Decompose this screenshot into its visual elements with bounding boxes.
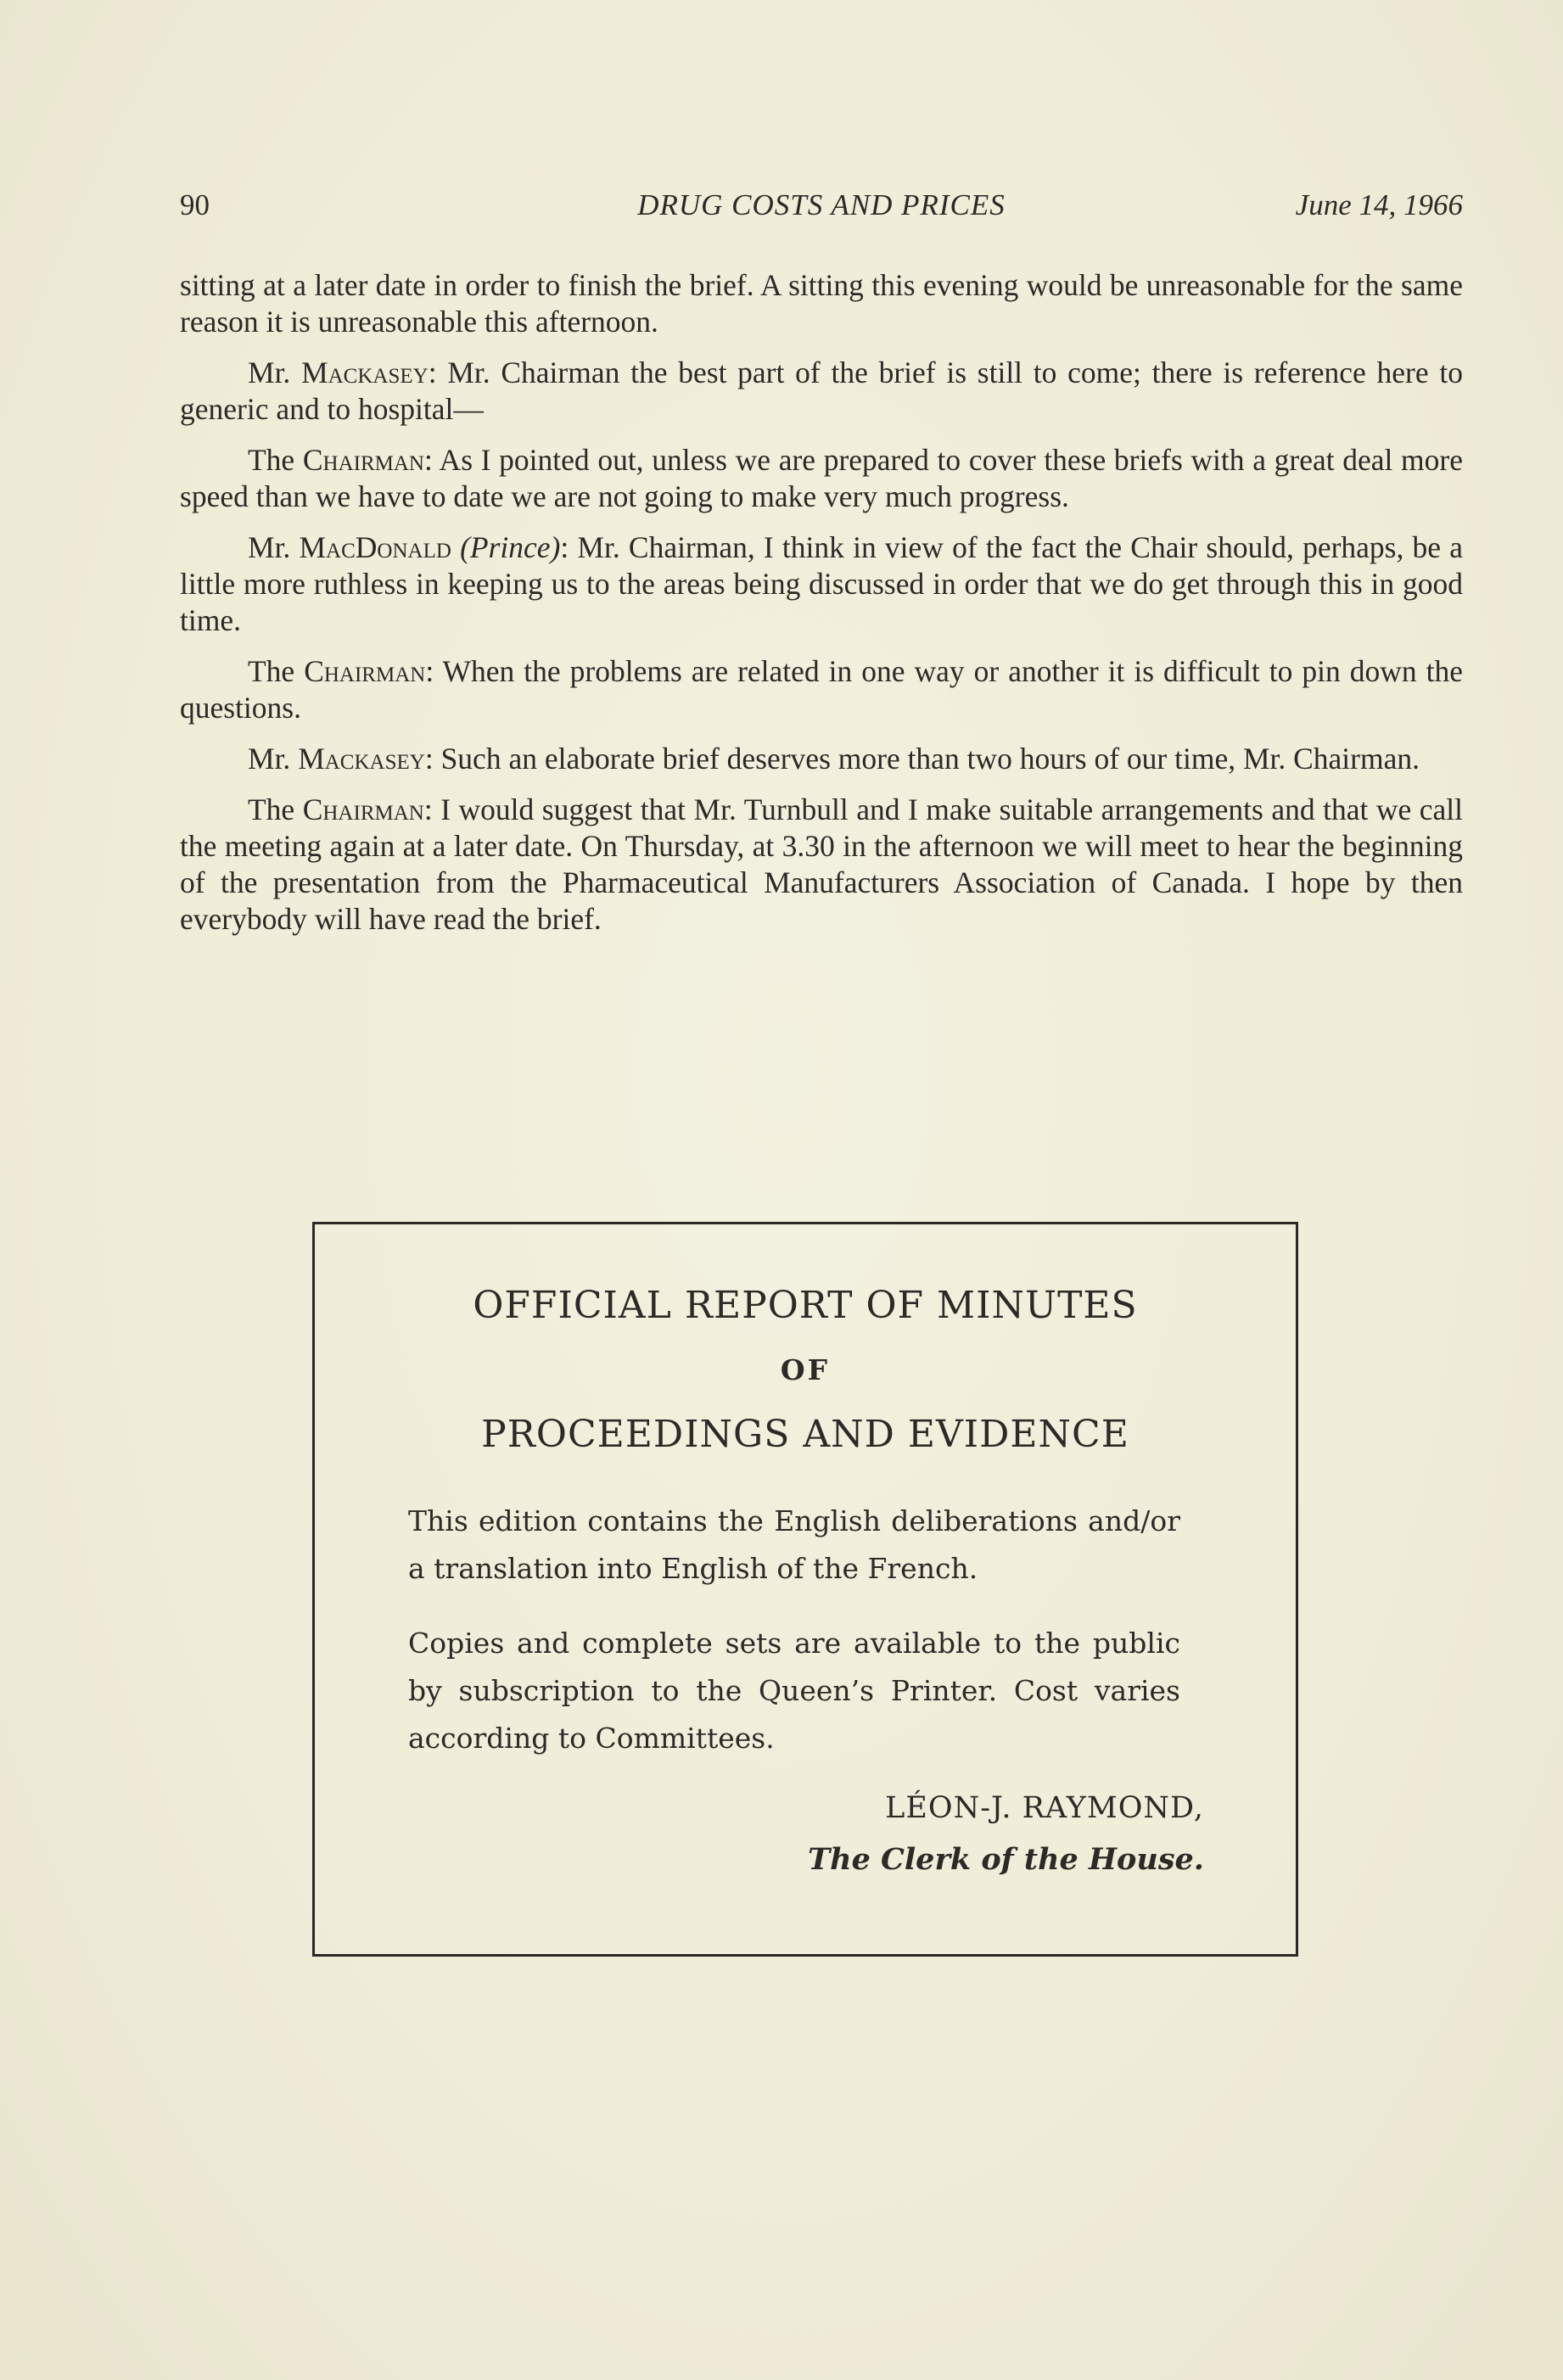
paragraph-text: sitting at a later date in order to finish the brief. A sitting this evening would be unreasonable for the same reason it is unreasonable this afternoon.: [180, 268, 1463, 339]
paragraph-text: : When the problems are related in one way or another it is difficult to pin down the questions.: [180, 654, 1463, 725]
notice-of: OF: [780, 1353, 831, 1386]
speaker-prefix: The: [248, 443, 303, 477]
speaker-name: Chairman: [302, 792, 424, 826]
notice-title: OFFICIAL REPORT OF MINUTES: [473, 1284, 1138, 1327]
speaker-name: Mackasey: [301, 356, 429, 389]
speaker-prefix: Mr.: [248, 356, 302, 389]
official-report-notice-box: [312, 1222, 1298, 1957]
paragraph-text: : Such an elaborate brief deserves more than two hours of our time, Mr. Chairman.: [424, 742, 1420, 776]
speaker-name: Chairman: [304, 654, 426, 688]
paragraph-speech: [180, 741, 1463, 777]
paragraph-speech: [180, 792, 1463, 938]
speaker-name: MacDonald: [299, 530, 451, 564]
paragraph-text: : As I pointed out, unless we are prepared to cover these briefs with a great deal more speed than we have to date we are not going to make very much progress.: [180, 443, 1463, 513]
paragraph-text: : Mr. Chairman the best part of the brief is still to come; there is reference here to generic and to hospital—: [180, 356, 1463, 426]
paragraph-continuation: [180, 267, 1463, 340]
notice-availability-text: Copies and complete sets are available to the public by subscription to the Queen’s Printer. Cost varies according to Committees.: [408, 1627, 1180, 1755]
paragraph-speech: [180, 529, 1463, 639]
running-header: [180, 188, 1463, 231]
paragraph-text: : Mr. Chairman, I think in view of the fact the Chair should, perhaps, be a little more ruthless in keeping us to the areas being discussed in order that we do get through this in good time.: [180, 530, 1463, 637]
speaker-riding: (Prince): [451, 530, 561, 564]
speaker-name: Mackasey: [298, 742, 425, 776]
paragraph-speech: [180, 442, 1463, 515]
speaker-prefix: The: [248, 654, 305, 688]
notice-subtitle: PROCEEDINGS AND EVIDENCE: [481, 1413, 1129, 1456]
notice-signatory: LÉON-J. RAYMOND,: [885, 1791, 1204, 1825]
paragraph-speech: [180, 355, 1463, 428]
speaker-name: Chairman: [302, 443, 424, 477]
paragraph-text: : I would suggest that Mr. Turnbull and I make suitable arrangements and that we call the meeting again at a later date. On Thursday, at 3.30 in the afternoon we will meet to hear the beginning of the presentation from the Pharmaceutical Manufacturers Association of Canada. I hope by then everybody will have read the brief.: [180, 792, 1463, 936]
speaker-prefix: The: [248, 792, 303, 826]
notice-signatory-title: The Clerk of the House.: [808, 1842, 1204, 1877]
page-number: 90: [180, 188, 210, 221]
notice-edition-text: This edition contains the English deliberations and/or a translation into English of the French.: [408, 1504, 1180, 1585]
speaker-prefix: Mr.: [248, 530, 300, 564]
running-title: DRUG COSTS AND PRICES: [637, 188, 1006, 221]
paragraph-speech: [180, 653, 1463, 726]
running-date: June 14, 1966: [1295, 188, 1463, 221]
transcript-body: [180, 267, 1463, 952]
speaker-prefix: Mr.: [248, 742, 299, 776]
